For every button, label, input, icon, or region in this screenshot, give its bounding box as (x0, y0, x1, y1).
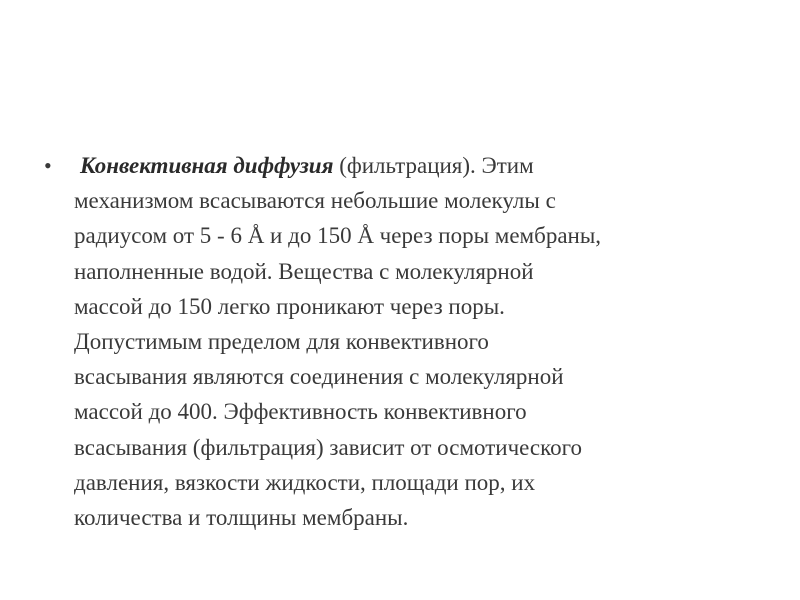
text-line: всасывания являются соединения с молекулярной (74, 364, 564, 390)
text-line: давления, вязкости жидкости, площади пор, их (74, 469, 536, 495)
text-line: массой до 150 легко проникают через поры. (74, 293, 505, 319)
text-line: Допустимым пределом для конвективного (74, 329, 489, 355)
text-line: механизмом всасываются небольшие молекулы с (74, 188, 556, 214)
bullet-marker: • (44, 153, 52, 178)
bullet-paragraph (44, 148, 744, 535)
term-highlight: Конвективная диффузия (80, 153, 334, 178)
text-line (74, 148, 744, 183)
text-line: количества и толщины мембраны. (74, 505, 409, 531)
term-continuation: (фильтрация). Этим (333, 153, 534, 178)
text-line: всасывания (фильтрация) зависит от осмотического (74, 434, 582, 460)
text-line: массой до 400. Эффективность конвективного (74, 399, 527, 425)
text-line: радиусом от 5 - 6 Å и до 150 Å через поры мембраны, (74, 223, 602, 249)
text-line: наполненные водой. Вещества с молекулярной (74, 258, 534, 284)
bullet-text (74, 148, 744, 535)
